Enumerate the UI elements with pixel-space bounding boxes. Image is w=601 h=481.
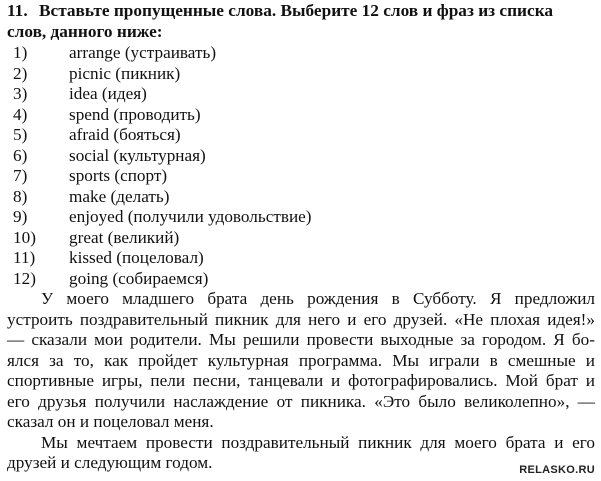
list-item-text: enjoyed (получили удовольствие) (69, 207, 312, 226)
list-item (13, 228, 312, 249)
story-line: — сказали мои родители. Мы решили провести выходные за городом. Я бо- (7, 330, 595, 349)
list-item (13, 248, 312, 269)
list-item-text: great (великий) (69, 227, 180, 247)
list-item-index: 7) (13, 166, 28, 185)
task-title-line-1 (7, 1, 595, 22)
list-item (13, 166, 312, 187)
story-line: устроить поздравительный пикник для него и его друзей. «Не плохая идея!» (7, 309, 595, 329)
list-item-text: kissed (поцеловал) (69, 248, 204, 267)
story-text (7, 289, 595, 474)
list-item-index: 6) (13, 145, 28, 165)
list-item-index: 3) (13, 84, 28, 103)
list-item-index: 8) (13, 186, 28, 206)
list-item (13, 269, 312, 290)
list-item-index: 9) (13, 207, 28, 226)
list-item-index: 11) (13, 248, 36, 267)
story-line: друзей и следующим годом. (7, 453, 213, 472)
story-line: сказал он и поцеловал меня. (7, 412, 214, 431)
list-item-index: 10) (13, 227, 36, 247)
list-item-text: social (культурная) (69, 145, 206, 165)
task-title-text: Вставьте пропущенные слова. Выберите 12 слов и фраз из списка (39, 1, 554, 20)
story-line: Мы мечтаем провести поздравительный пикник для моего брата и его (41, 432, 595, 452)
story-paragraph-1 (7, 289, 595, 433)
list-item-index: 4) (13, 104, 28, 124)
list-item (13, 64, 312, 85)
task-number: 11. (7, 1, 28, 20)
task-title-line-2: слов, данного ниже: (7, 21, 163, 41)
story-line: У моего младшего брата день рождения в Субботу. Я предложил (41, 289, 595, 308)
word-list (13, 43, 312, 289)
task-header (7, 1, 595, 42)
list-item (13, 84, 312, 105)
story-line: ялся за то, как пройдет культурная программа. Мы играли в смешные и (7, 350, 595, 370)
list-item-text: picnic (пикник) (69, 63, 181, 83)
list-item-text: idea (идея) (69, 84, 147, 103)
list-item (13, 207, 312, 228)
list-item-index: 1) (13, 43, 28, 62)
list-item (13, 125, 312, 146)
watermark-text: RELASKO.RU (519, 464, 595, 476)
story-paragraph-2 (7, 433, 595, 474)
list-item-text: sports (спорт) (69, 166, 168, 185)
list-item-text: make (делать) (69, 186, 170, 206)
list-item (13, 187, 312, 208)
list-item-index: 2) (13, 63, 28, 83)
list-item-text: afraid (бояться) (69, 125, 181, 144)
list-item-text: arrange (устраивать) (69, 43, 217, 62)
list-item-index: 5) (13, 125, 28, 144)
list-item-text: spend (проводить) (69, 104, 201, 124)
list-item (13, 105, 312, 126)
list-item (13, 146, 312, 167)
list-item-text: going (собираемся) (69, 268, 209, 288)
story-line: спортивные игры, пели песни, танцевали и фотографировались. Мой брат и (7, 371, 595, 390)
list-item (13, 43, 312, 64)
story-line: его друзья получили наслаждение от пикника. «Это было великолепно», — (7, 391, 595, 411)
list-item-index: 12) (13, 268, 36, 288)
